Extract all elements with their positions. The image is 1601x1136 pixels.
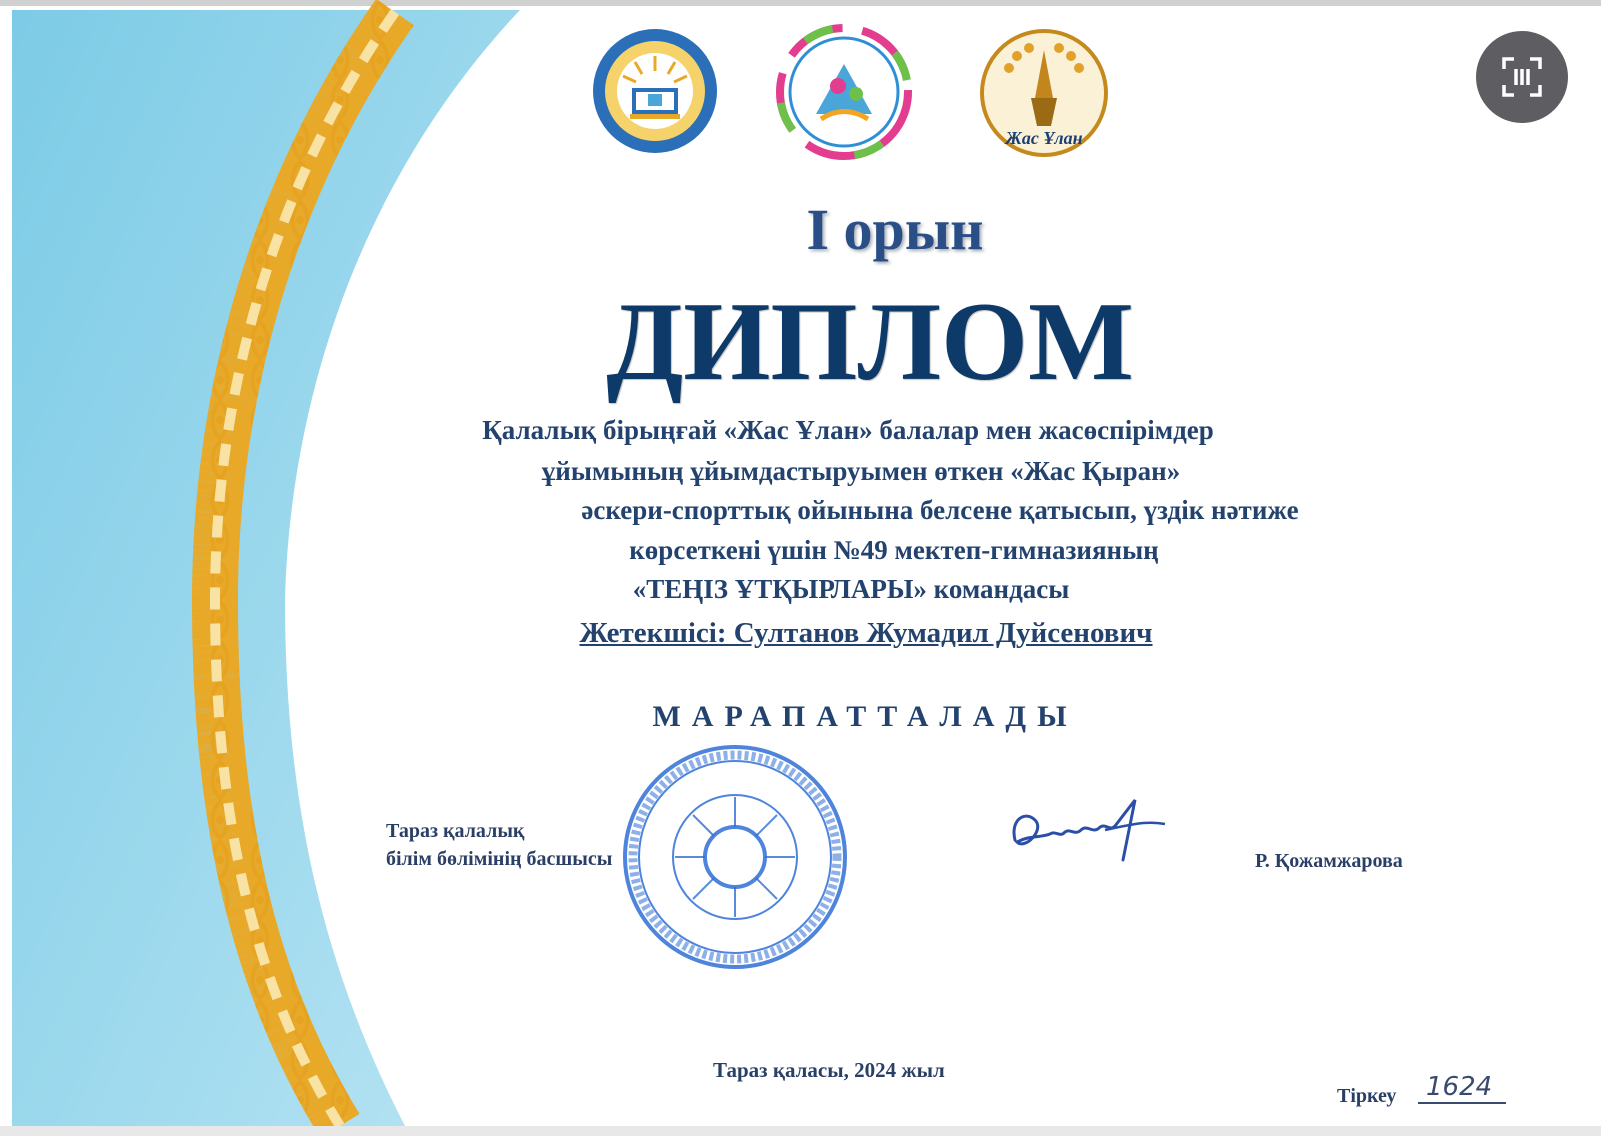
team-leader: Жетекшісі: Султанов Жумадил Дуйсенович xyxy=(579,617,1153,649)
body-line-1: Қалалық бірыңғай «Жас Ұлан» балалар мен жасөспірімдер xyxy=(482,415,1214,445)
scan-text-icon xyxy=(1500,55,1544,99)
official-stamp xyxy=(620,742,850,972)
body-line-3: әскери-спорттық ойынына белсене қатысып, үздік нәтиже xyxy=(581,495,1299,525)
education-department-logo xyxy=(590,26,720,161)
handwritten-signature xyxy=(1005,790,1185,890)
awarded-heading: МАРАПАТТАЛАДЫ xyxy=(652,700,1078,733)
diploma-title: ДИПЛОМ xyxy=(606,280,1134,404)
place-heading: I орын xyxy=(806,197,984,262)
registration-number: 1624 xyxy=(1418,1072,1506,1104)
registration-label: Тіркеу xyxy=(1337,1085,1397,1107)
signatory-name: Р. Қожамжарова xyxy=(1255,850,1403,872)
body-line-4: көрсеткені үшін №49 мектеп-гимназияның xyxy=(629,535,1159,565)
zhas-ulan-logo xyxy=(979,28,1109,163)
signatory-title-line2: білім бөлімінің басшысы xyxy=(386,848,613,870)
students-organization-logo xyxy=(776,24,912,165)
signatory-title-line1: Тараз қалалық xyxy=(386,820,525,842)
city-year: Тараз қаласы, 2024 жыл xyxy=(713,1058,945,1082)
body-line-2: ұйымының ұйымдастыруымен өткен «Жас Қыран» xyxy=(541,456,1181,486)
body-line-5: «ТЕҢІЗ ҰТҚЫРЛАРЫ» командасы xyxy=(632,574,1070,604)
svg-text:Жас Ұлан: Жас Ұлан xyxy=(1005,128,1083,148)
scan-text-button[interactable] xyxy=(1476,31,1568,123)
